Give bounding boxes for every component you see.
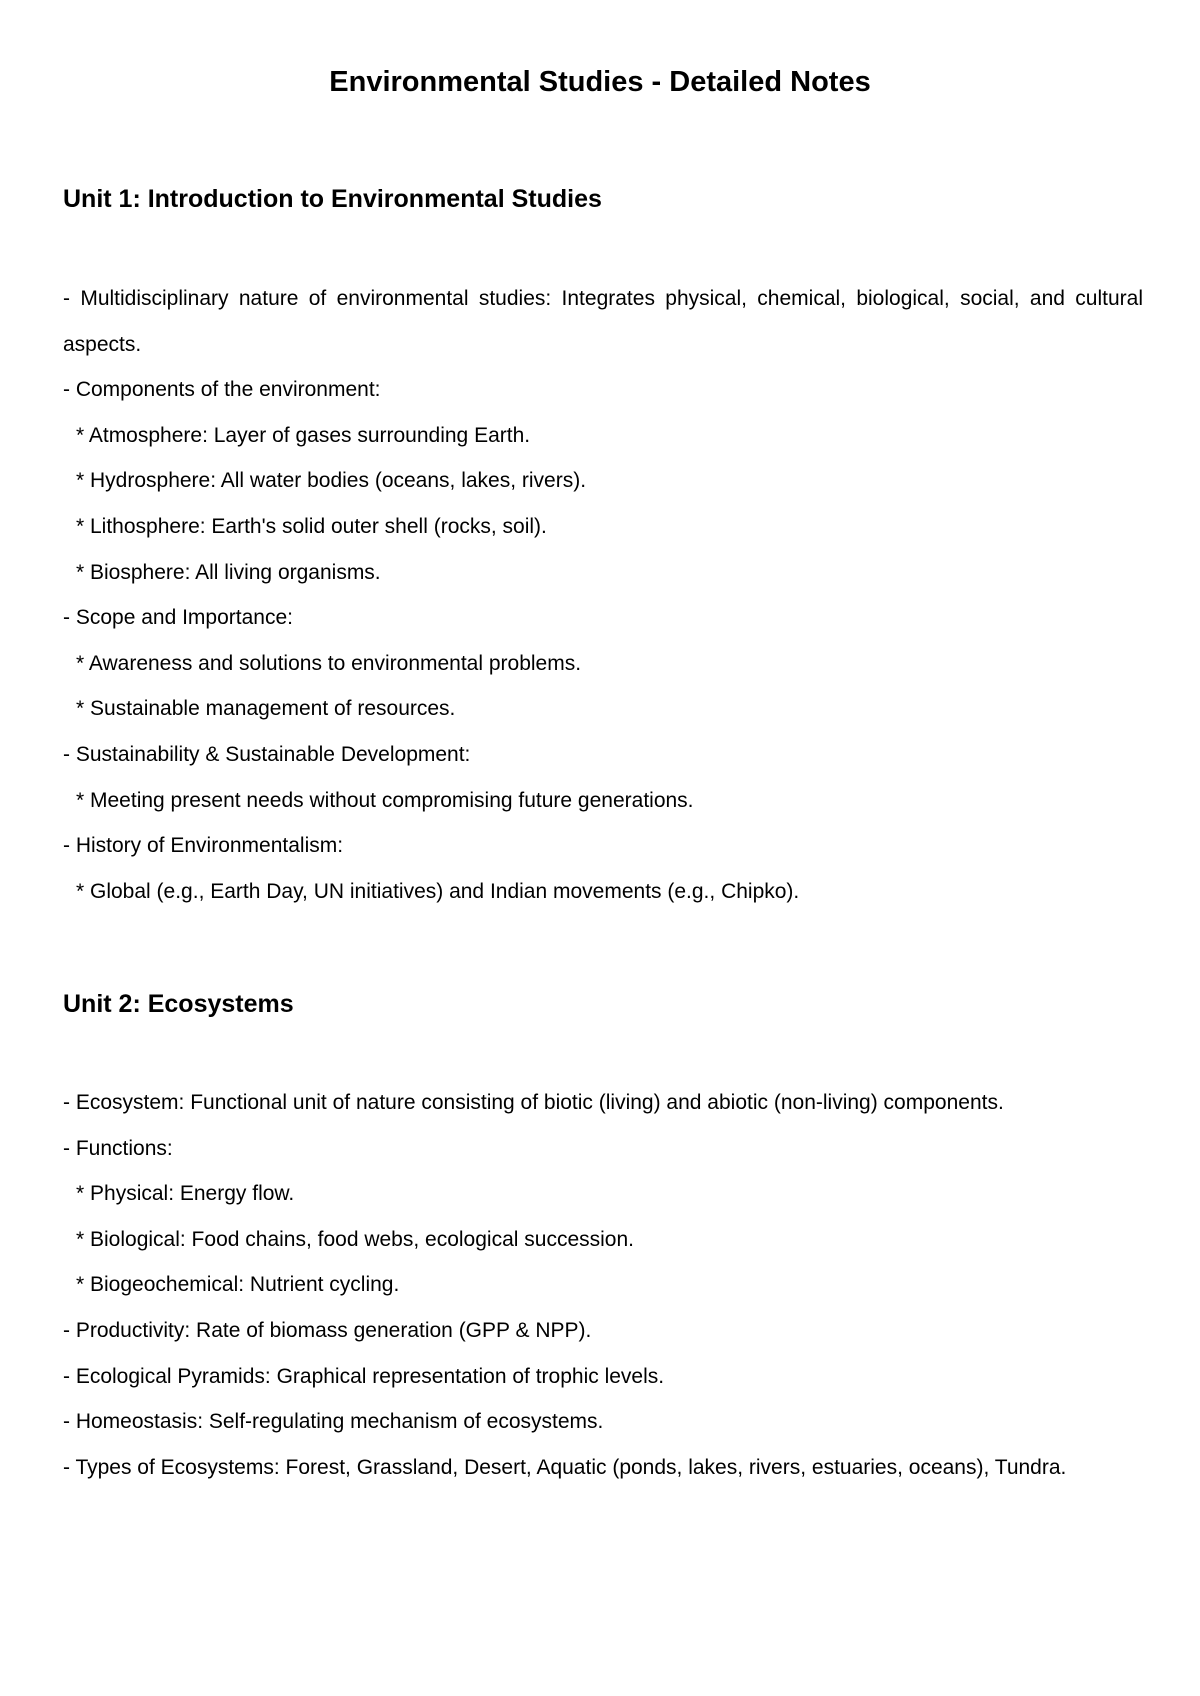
list-item: - Ecological Pyramids: Graphical representation of trophic levels. (63, 1364, 665, 1388)
list-item: * Atmosphere: Layer of gases surrounding Earth. (76, 423, 531, 447)
document-title: Environmental Studies - Detailed Notes (329, 66, 871, 98)
section-body-unit-1 (63, 276, 1143, 914)
section-body-unit-2 (63, 1080, 1143, 1490)
list-item: - Ecosystem: Functional unit of nature consisting of biotic (living) and abiotic (non-living) components. (63, 1091, 1004, 1114)
list-item: - Productivity: Rate of biomass generation (GPP & NPP). (63, 1318, 592, 1342)
list-item: * Awareness and solutions to environmental problems. (76, 651, 582, 675)
list-item: - Sustainability & Sustainable Development: (63, 742, 471, 766)
section-heading-unit-1: Unit 1: Introduction to Environmental Studies (63, 185, 602, 213)
list-item: * Physical: Energy flow. (76, 1182, 295, 1206)
list-item: * Biological: Food chains, food webs, ecological succession. (76, 1227, 634, 1251)
list-item: * Global (e.g., Earth Day, UN initiatives) and Indian movements (e.g., Chipko). (76, 879, 800, 903)
list-item: - Multidisciplinary nature of environmental studies: Integrates physical, chemical, biological, social, and cultural aspects. (63, 287, 1143, 356)
list-item: * Meeting present needs without compromising future generations. (76, 788, 694, 812)
list-item: - Functions: (63, 1136, 173, 1160)
list-item: * Biogeochemical: Nutrient cycling. (76, 1273, 400, 1297)
list-item: - Homeostasis: Self-regulating mechanism of ecosystems. (63, 1410, 604, 1434)
list-item: * Hydrosphere: All water bodies (oceans, lakes, rivers). (76, 469, 587, 493)
list-item: - Scope and Importance: (63, 606, 293, 630)
list-item: - History of Environmentalism: (63, 834, 344, 858)
list-item: * Lithosphere: Earth's solid outer shell (rocks, soil). (76, 514, 547, 538)
list-item: - Components of the environment: (63, 378, 381, 402)
list-item: - Types of Ecosystems: Forest, Grassland, Desert, Aquatic (ponds, lakes, rivers, estuaries, oceans), Tundra. (63, 1455, 1067, 1479)
list-item: * Biosphere: All living organisms. (76, 560, 381, 584)
list-item: * Sustainable management of resources. (76, 697, 456, 721)
section-heading-unit-2: Unit 2: Ecosystems (63, 990, 294, 1018)
